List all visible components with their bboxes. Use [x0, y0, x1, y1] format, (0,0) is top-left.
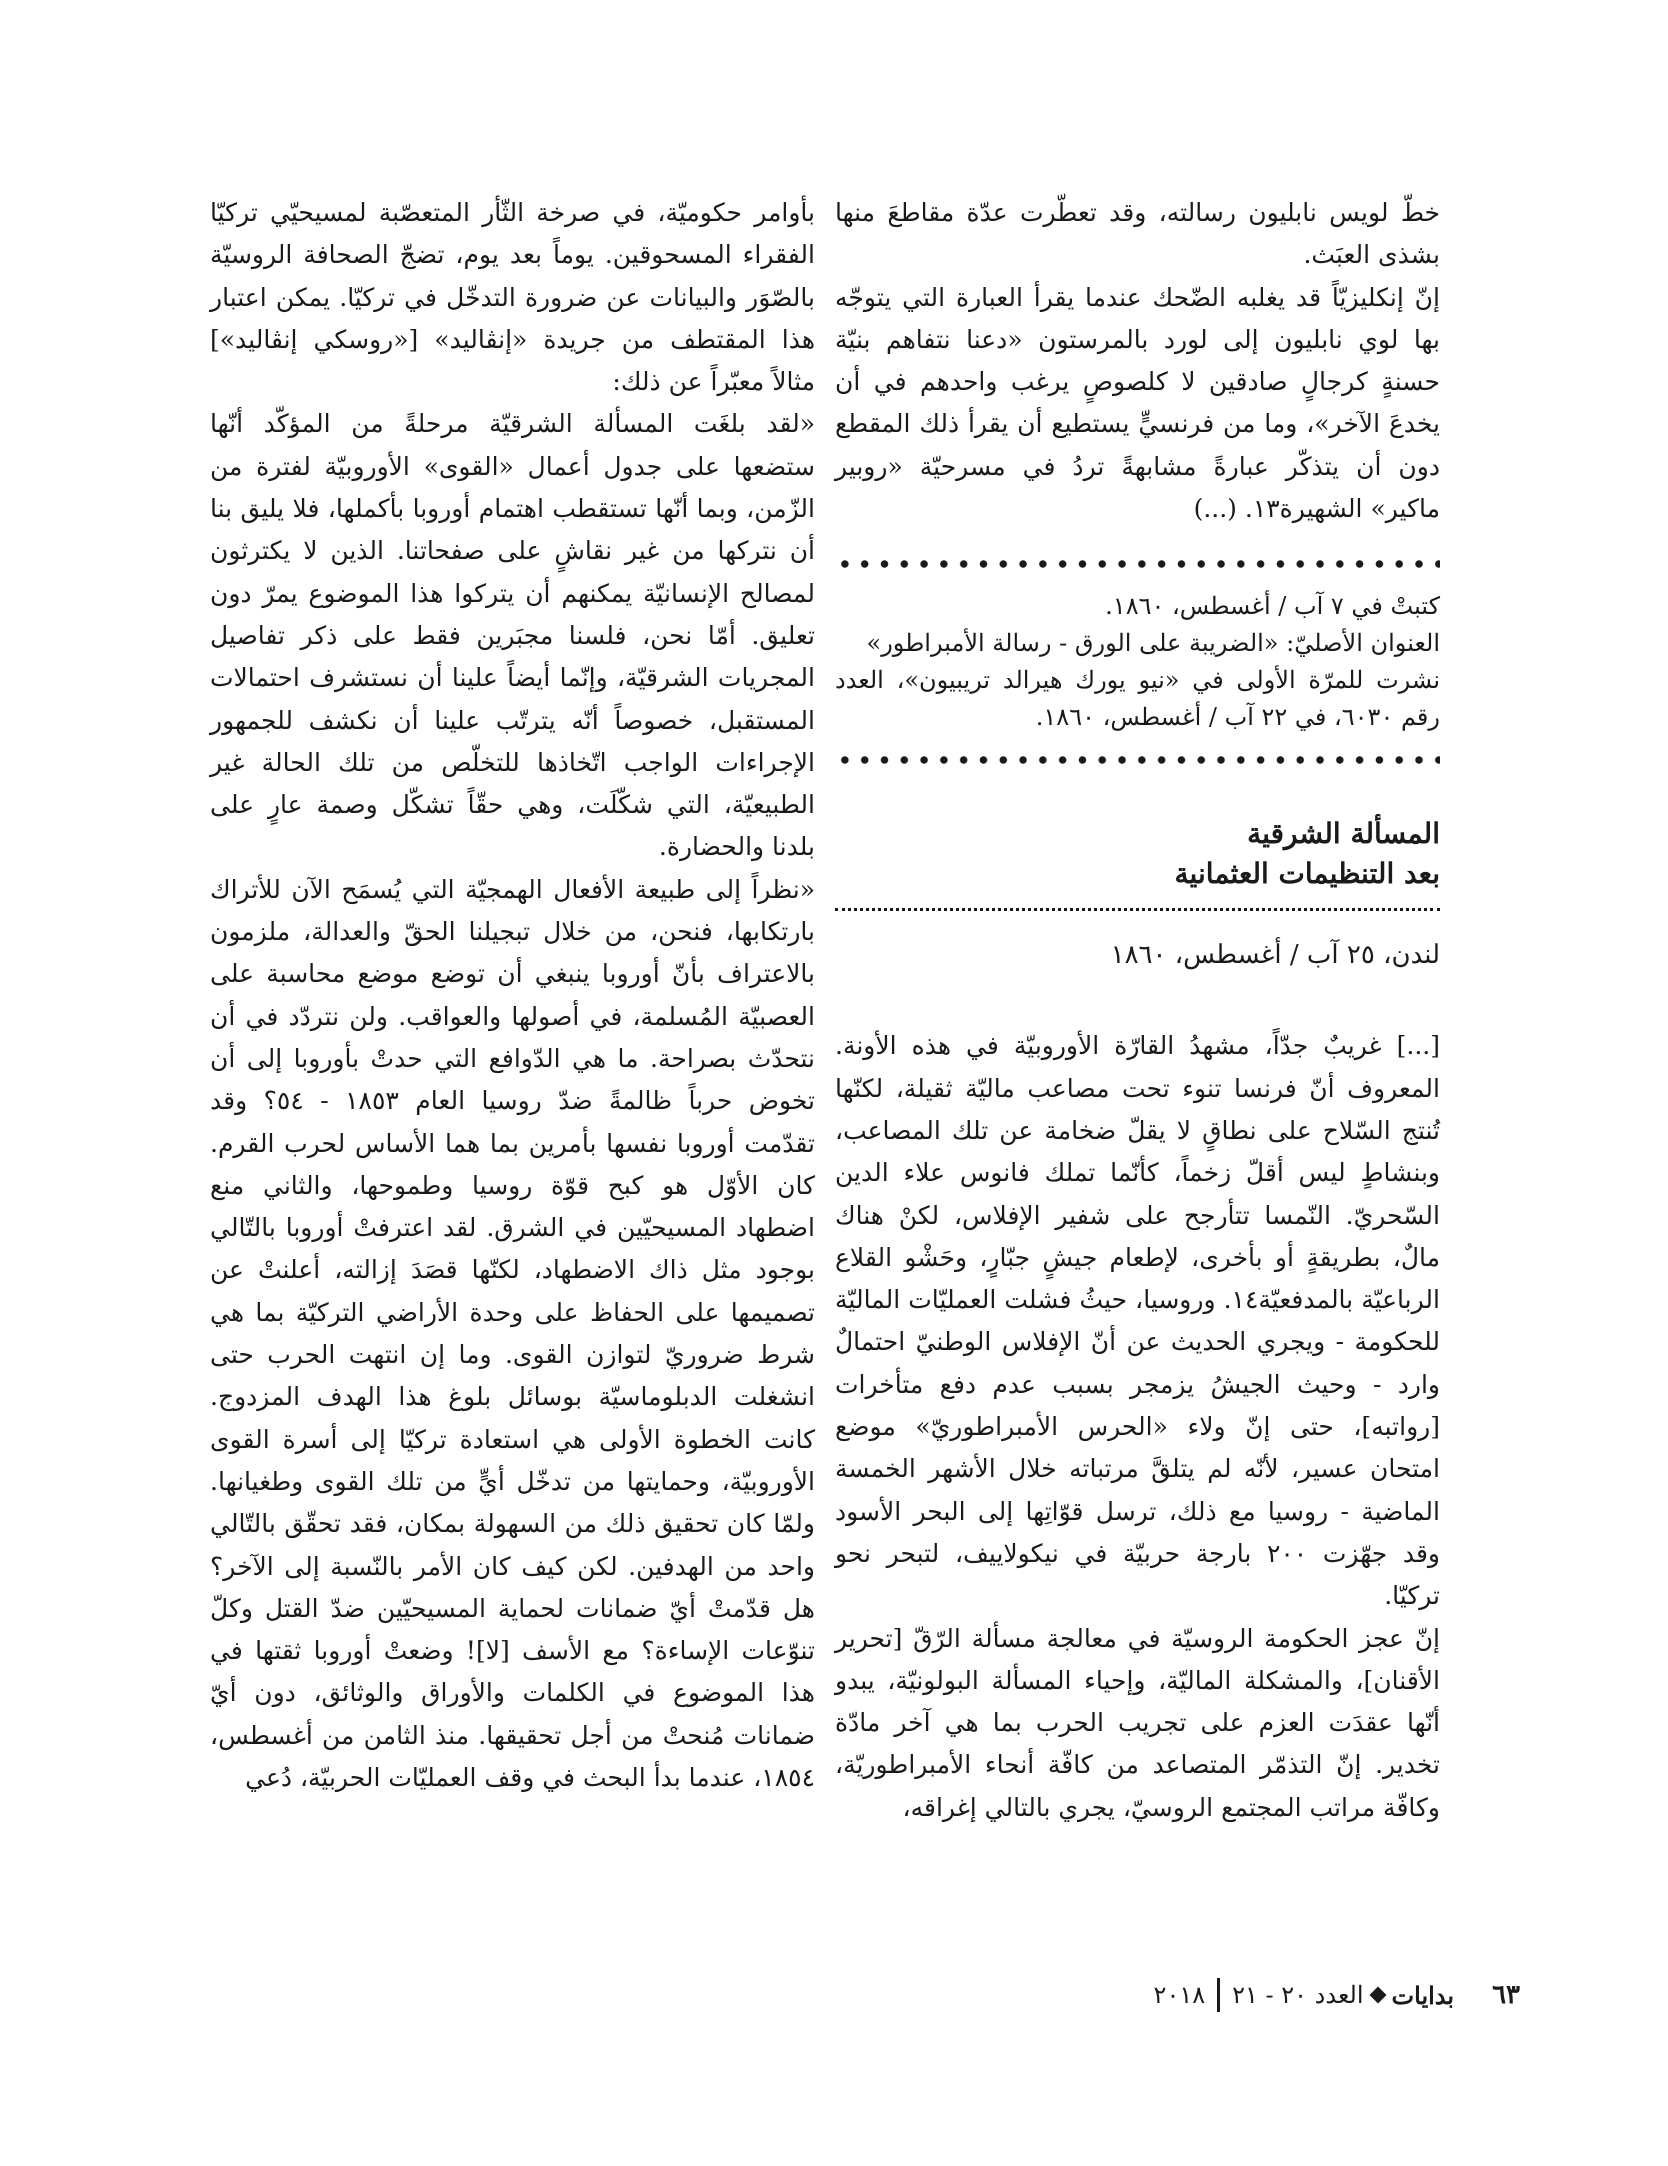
- page-footer: [1110, 1975, 1520, 2015]
- article-meta: [835, 588, 1440, 736]
- section-title: [835, 814, 1440, 894]
- diamond-icon: [1369, 1987, 1386, 2004]
- diamond-divider: [835, 754, 1440, 766]
- diamond-divider: [835, 558, 1440, 570]
- meta-original-title: العنوان الأصليّ: «الضريبة على الورق - رسالة الأمبراطور»: [866, 629, 1440, 658]
- paragraph: [...] غريبٌ جدّاً، مشهدُ القارّة الأوروبيّة في هذه الأونة. المعروف أنّ فرنسا تنوء تحت مصاعب ماليّة ثقيلة، لكنّها تُنتج السّلاح على نطاقٍ لا يقلّ ضخامة عن تلك المصاعب، وبنشاطٍ ليس أقلّ زخماً، كأنّما تملك فانوس علاء الدين السّحريّ. النّمسا تتأرجح على شفير الإفلاس، لكنْ هناك مالٌ، بطريقةٍ أو بأخرى، لإطعام جيشٍ جبّارٍ، وحَشْو القلاع الرباعيّة بالمدفعيّة١٤. وروسيا، حيثُ فشلت العمليّات الماليّة للحكومة - ويجري الحديث عن أنّ الإفلاس الوطنيّ احتمالٌ وارد - وحيث الجيشُ يزمجر بسبب عدم دفع متأخرات [رواتبه]، حتى إنّ ولاء «الحرس الأمبراطوريّ» موضع امتحان عسير، لأنّه لم يتلقَّ مرتباته خلال الأشهر الخمسة الماضية - روسيا مع ذلك، ترسل قوّاتِها إلى البحر الأسود وقد جهّزت ٢٠٠ بارجة حربيّة في نيكولاييف، لتبحر نحو تركيّا.: [835, 1031, 1440, 1611]
- issue-year: ٢٠١٨: [1153, 1981, 1206, 2009]
- dateline: لندن، ٢٥ آب / أغسطس، ١٨٦٠: [1110, 940, 1440, 971]
- paragraph: إنّ إنكليزيّاً قد يغلبه الضّحك عندما يقرأ العبارة التي يتوجّه بها لوي نابليون إلى لورد بالمرستون «دعنا نتفاهم بنيّة حسنةٍ كرجالٍ صادقين لا كلصوصٍ يرغب واحدهم في أن يخدعَ الآخر»، وما من فرنسيٍّ يستطيع أن يقرأ ذلك المقطع دون أن يتذكّر عبارةً مشابهةً تردُ في مسرحيّة «روبير ماكير» الشهيرة١٣. (...): [835, 282, 1440, 524]
- left-column: [210, 192, 815, 1799]
- journal-name: بدايات: [1391, 1980, 1455, 2010]
- paragraph: بأوامر حكوميّة، في صرخة الثّأر المتعصّبة لمسيحيّي تركيّا الفقراء المسحوقين. يوماً بعد يوم، تضجّ الصحافة الروسيّة بالصّوَر والبيانات عن ضرورة التدخّل في تركيّا. يمكن اعتبار هذا المقتطف من جريدة «إنڤاليد» [«روسكي إنڤاليد»] مثالاً معبّراً عن ذلك:: [210, 198, 815, 397]
- section-title-line-1: المسألة الشرقية: [1247, 817, 1440, 851]
- paragraph: «نظراً إلى طبيعة الأفعال الهمجيّة التي يُسمَح الآن للأتراك بارتكابها، فنحن، من خلال تبجيلنا الحقّ والعدالة، ملزمون بالاعتراف بأنّ أوروبا ينبغي أن توضع موضع محاسبة على العصبيّة المُسلمة، في أصولها والعواقب. ولن نتردّد في أن نتحدّث بصراحة. ما هي الدّوافع التي حدتْ بأوروبا إلى أن تخوض حرباً ظالمةً ضدّ روسيا العام ١٨٥٣ - ٥٤؟ وقد تقدّمت أوروبا نفسها بأمرين بما هما الأساس لحرب القرم. كان الأوّل هو كبح قوّة روسيا وطموحها، والثاني منع اضطهاد المسيحيّين في الشرق. لقد اعترفتْ أوروبا بالتّالي بوجود مثل ذاك الاضطهاد، لكنّها قصَدَ إزالته، أعلنتْ عن تصميمها على الحفاظ على وحدة الأراضي التركيّة بما هي شرط ضروريّ لتوازن القوى. وما إن انتهت الحرب حتى انشغلت الدبلوماسيّة بوسائل بلوغ هذا الهدف المزدوج. كانت الخطوة الأولى هي استعادة تركيّا إلى أسرة القوى الأوروبيّة، وحمايتها من تدخّل أيٍّ من تلك القوى وطغيانها. ولمّا كان تحقيق ذلك من السهولة بمكان، فقد تحقّق بالتّالي واحد من الهدفين. لكن كيف كان الأمر بالنّسبة إلى الآخر؟ هل قدّمتْ أيّ ضمانات لحماية المسيحيّين ضدّ القتل وكلّ تنوّعات الإساءة؟ مع الأسف [لا]! وضعتْ أوروبا ثقتها في هذا الموضوع في الكلمات والأوراق والوثائق، دون أيّ ضمانات مُنحتْ من أجل تحقيقها. منذ الثامن من أغسطس، ١٨٥٤، عندما بدأ البحث في وقف العمليّات الحربيّة، دُعي: [210, 874, 815, 1792]
- footer-divider: [1217, 1978, 1220, 2012]
- meta-written-date: كتبتْ في ٧ آب / أغسطس، ١٨٦٠.: [1105, 592, 1440, 621]
- paragraph: «لقد بلغَت المسألة الشرقيّة مرحلةً من المؤكّد أنّها ستضعها على جدول أعمال «القوى» الأوروبيّة لفترة من الزّمن، وبما أنّها تستقطب اهتمام أوروبا بأكملها، فلا يليق بنا أن نتركها من غير نقاشٍ على صفحاتنا. الذين لا يكترثون لمصالح الإنسانيّة يمكنهم أن يتركوا هذا الموضوع يمرّ دون تعليق. أمّا نحن، فلسنا مجبَرين فقط على ذكر تفاصيل المجريات الشرقيّة، وإنّما أيضاً علينا أن نستشرف احتمالات المستقبل، خصوصاً أنّه يترتّب علينا أن نكشف للجمهور الإجراءات الواجب اتّخاذها للتخلّص من تلك الحالة غير الطبيعيّة، التي شكّلَت، وهي حقّاً تشكّل وصمة عارٍ على بلدنا والحضارة.: [210, 409, 815, 862]
- page-number: ٦٣: [1492, 1980, 1520, 2010]
- section-title-line-2: بعد التنظيمات العثمانية: [1174, 857, 1440, 891]
- paragraph: إنّ عجز الحكومة الروسيّة في معالجة مسألة الرّقّ [تحرير الأقنان]، والمشكلة الماليّة، وإحياء المسألة البولونيّة، يبدو أنّها عقدَت العزم على تجريب الحرب بما هي آخر مادّة تخدير. إنّ التذمّر المتصاعد من كافّة أنحاء الأمبراطوريّة، وكافّة مراتب المجتمع الروسيّ، يجري بالتالي إغراقه،: [835, 1623, 1440, 1822]
- right-column: [835, 192, 1440, 1829]
- dotted-rule: [835, 908, 1440, 911]
- paragraph: خطّ لويس نابليون رسالته، وقد تعطّرت عدّة مقاطعَ منها بشذى العبَث.: [835, 198, 1440, 270]
- meta-publication: نشرت للمرّة الأولى في «نيو يورك هيرالد تريبيون»، العدد رقم ٦٠٣٠، في ٢٢ آب / أغسطس، ١٨٦٠.: [835, 666, 1440, 732]
- issue-label: العدد ٢٠ - ٢١: [1232, 1981, 1364, 2009]
